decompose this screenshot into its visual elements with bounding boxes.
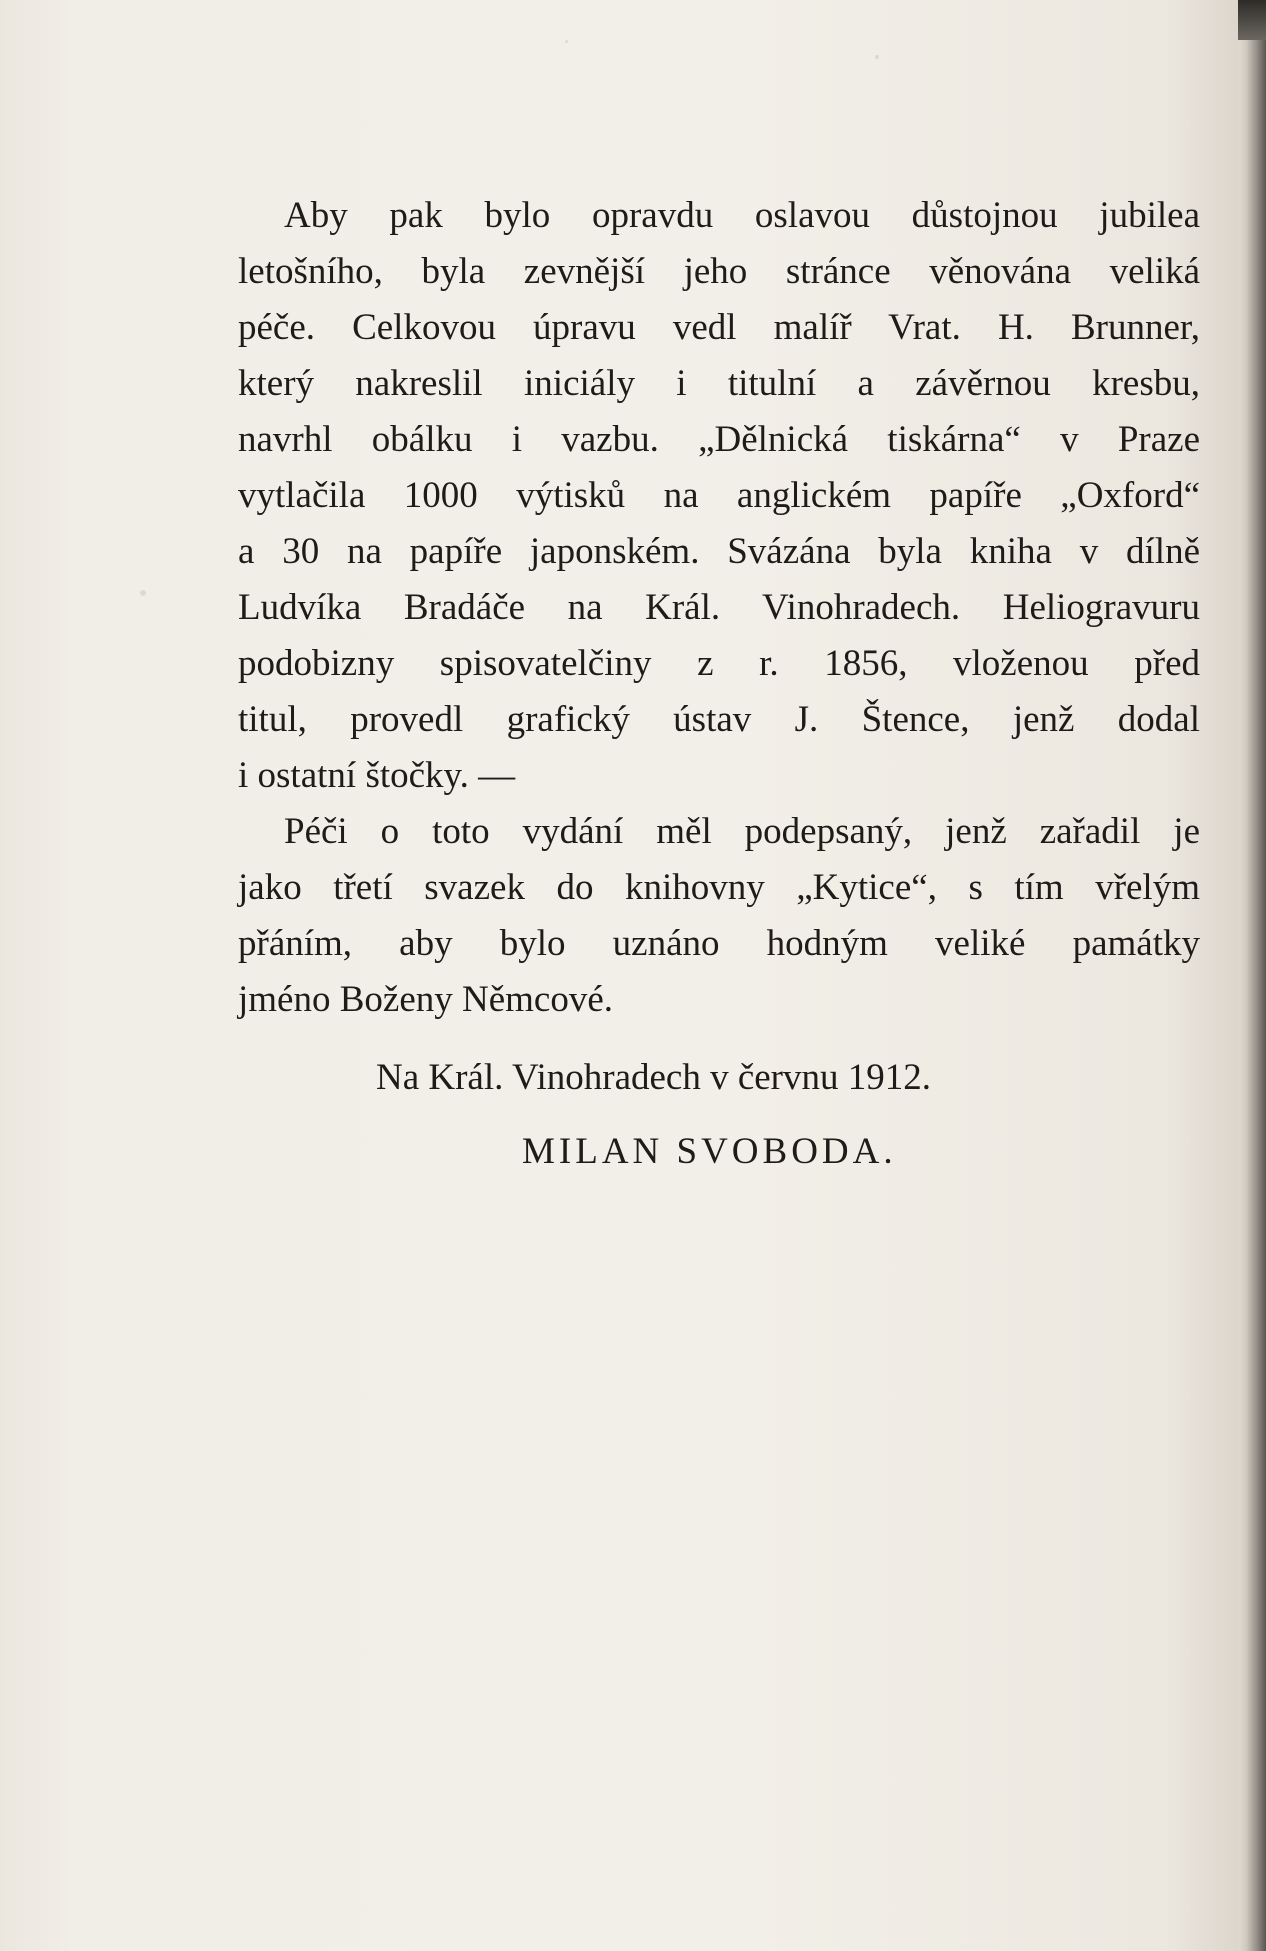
text-line: i ostatní štočky. — <box>238 755 516 796</box>
text-line: jako třetí svazek do knihovny „Kytice“, s tím vřelým <box>238 867 1200 908</box>
text-line: vytlačila 1000 výtisků na anglickém papíře „Oxford“ <box>238 475 1200 516</box>
text-line: který nakreslil iniciály i titulní a závěrnou kresbu, <box>238 363 1200 404</box>
paragraph-2 <box>238 804 1200 1028</box>
text-line: jméno Boženy Němcové. <box>238 979 614 1020</box>
page-edge-shadow <box>1238 0 1266 40</box>
text-line: titul, provedl grafický ústav J. Štence, jenž dodal <box>238 699 1200 740</box>
text-line: Aby pak bylo opravdu oslavou důstojnou jubilea <box>284 195 1200 236</box>
text-line: přáním, aby bylo uznáno hodným veliké památky <box>238 923 1200 964</box>
text-line: Ludvíka Bradáče na Král. Vinohradech. Heliogravuru <box>238 587 1200 628</box>
text-line: a 30 na papíře japonském. Svázána byla kniha v dílně <box>238 531 1200 572</box>
text-line: péče. Celkovou úpravu vedl malíř Vrat. H. Brunner, <box>238 307 1200 348</box>
paper-stain <box>875 55 879 59</box>
text-line: navrhl obálku i vazbu. „Dělnická tiskárna“ v Praze <box>238 419 1200 460</box>
text-line: letošního, byla zevnější jeho stránce věnována veliká <box>238 251 1200 292</box>
page-text <box>238 188 1200 1180</box>
paragraph-1 <box>238 188 1200 804</box>
paper-stain <box>565 40 568 43</box>
signature: MILAN SVOBODA. <box>522 1131 897 1172</box>
place-and-date: Na Král. Vinohradech v červnu 1912. <box>376 1057 931 1098</box>
text-line: podobizny spisovatelčiny z r. 1856, vloženou před <box>238 643 1200 684</box>
paper-stain <box>140 590 146 596</box>
page-edge <box>1238 0 1266 1951</box>
text-line: Péči o toto vydání měl podepsaný, jenž zařadil je <box>284 811 1200 852</box>
